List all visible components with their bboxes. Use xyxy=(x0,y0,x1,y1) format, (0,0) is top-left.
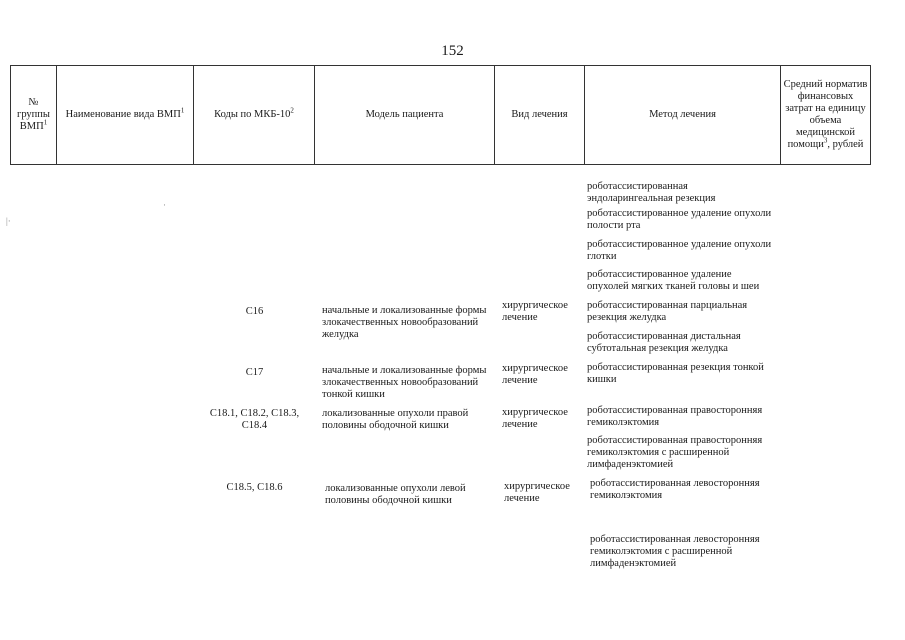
header-cost-standard: Средний норматив финансовых затрат на единицу объема медицинской помощи$^3$, рублей xyxy=(781,66,871,165)
treatment-type: хирургическое лечение xyxy=(502,407,568,430)
scan-mark: |· xyxy=(6,216,11,226)
header-treatment-method: Метод лечения xyxy=(585,66,781,165)
method-entry: роботассистированная эндоларингеальная резекция xyxy=(587,181,716,204)
method-entry: роботассистированная левосторонняя гемиколэктомия xyxy=(590,478,760,501)
header-group-number: № группы ВМП$^1$ xyxy=(11,66,57,165)
method-entry: роботассистированная левосторонняя гемиколэктомия с расширенной лимфаденэктомией xyxy=(590,534,760,569)
method-entry: роботассистированная правосторонняя гемиколэктомия xyxy=(587,405,763,428)
icd-code: C17 xyxy=(245,367,264,378)
scan-mark: · xyxy=(163,200,166,210)
method-entry: роботассистированная резекция тонкой кишки xyxy=(587,362,764,385)
header-vmp-name: Наименование вида ВМП$^1$ xyxy=(57,66,194,165)
icd-code: C18.1, C18.2, C18.3, C18.4 xyxy=(209,408,300,431)
patient-model: начальные и локализованные формы злокачественных новообразований желудка xyxy=(322,305,487,340)
patient-model: начальные и локализованные формы злокачественных новообразований тонкой кишки xyxy=(322,365,487,400)
treatment-type: хирургическое лечение xyxy=(502,300,568,323)
method-entry: роботассистированное удаление опухоли глотки xyxy=(587,239,772,262)
patient-model: локализованные опухоли правой половины ободочной кишки xyxy=(322,408,469,431)
icd-code: C18.5, C18.6 xyxy=(226,482,283,493)
patient-model: локализованные опухоли левой половины ободочной кишки xyxy=(325,483,466,506)
header-table xyxy=(10,65,871,165)
method-entry: роботассистированная дистальная субтотальная резекция желудка xyxy=(587,331,741,354)
method-entry: роботассистированное удаление опухоли полости рта xyxy=(587,208,772,231)
treatment-type: хирургическое лечение xyxy=(504,481,570,504)
treatment-type: хирургическое лечение xyxy=(502,363,568,386)
page-number: 152 xyxy=(441,43,464,59)
method-entry: роботассистированная правосторонняя гемиколэктомия с расширенной лимфаденэктомией xyxy=(587,435,763,470)
header-treatment-type: Вид лечения xyxy=(495,66,585,165)
icd-code: C16 xyxy=(245,306,264,317)
header-icd-codes: Коды по МКБ-$10^2$ xyxy=(194,66,315,165)
method-entry: роботассистированная парциальная резекция желудка xyxy=(587,300,748,323)
method-entry: роботассистированное удаление опухолей мягких тканей головы и шеи xyxy=(587,269,760,292)
header-patient-model: Модель пациента xyxy=(315,66,495,165)
